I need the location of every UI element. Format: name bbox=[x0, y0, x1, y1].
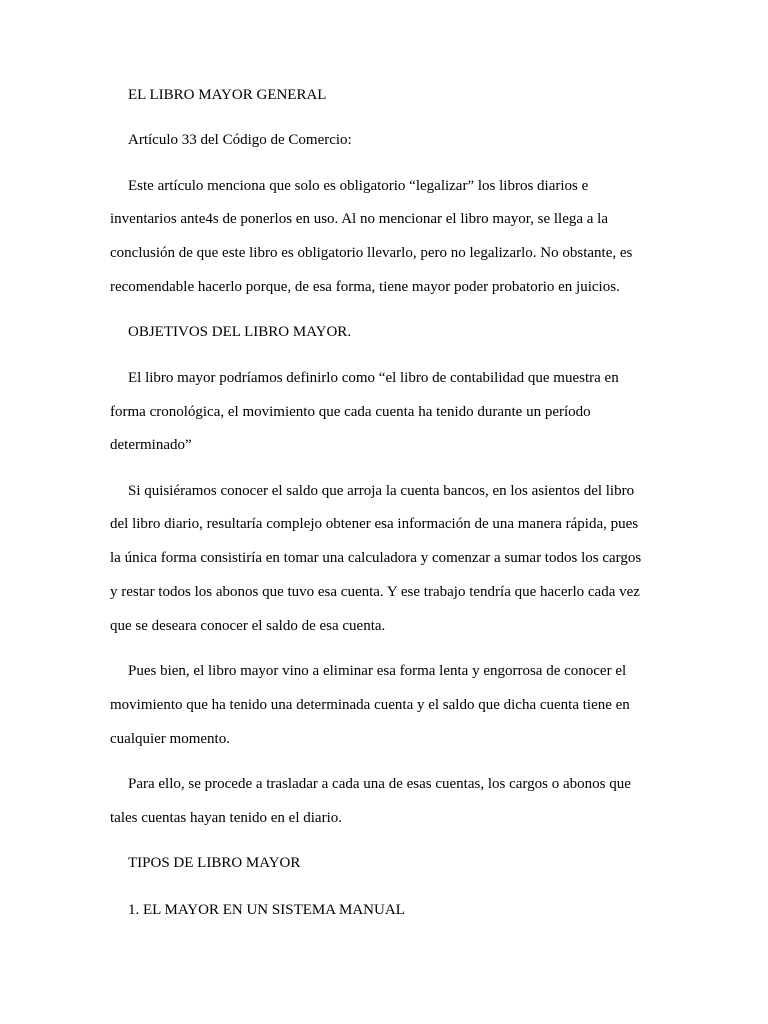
paragraph-3-line-2: del libro diario, resultaría complejo obtener esa información de una manera rápida, pues bbox=[110, 516, 639, 532]
objectives-heading: OBJETIVOS DEL LIBRO MAYOR. bbox=[128, 324, 352, 340]
types-heading: TIPOS DE LIBRO MAYOR bbox=[128, 855, 301, 871]
paragraph-4-line-2: movimiento que ha tenido una determinada cuenta y el saldo que dicha cuenta tiene en bbox=[110, 697, 630, 713]
paragraph-2-line-1: El libro mayor podríamos definirlo como “el libro de contabilidad que muestra en bbox=[128, 370, 619, 386]
paragraph-3-line-1: Si quisiéramos conocer el saldo que arroja la cuenta bancos, en los asientos del libro bbox=[128, 483, 635, 499]
document-title: EL LIBRO MAYOR GENERAL bbox=[128, 87, 327, 103]
paragraph-5-line-1: Para ello, se procede a trasladar a cada una de esas cuentas, los cargos o abonos que bbox=[128, 776, 631, 792]
paragraph-5-line-2: tales cuentas hayan tenido en el diario. bbox=[110, 810, 342, 826]
paragraph-1-line-4: recomendable hacerlo porque, de esa forma, tiene mayor poder probatorio en juicios. bbox=[110, 279, 620, 295]
paragraph-3-line-3: la única forma consistiría en tomar una calculadora y comenzar a sumar todos los cargos bbox=[110, 550, 642, 566]
paragraph-4-line-3: cualquier momento. bbox=[110, 731, 230, 747]
paragraph-1-line-1: Este artículo menciona que solo es obligatorio “legalizar” los libros diarios e bbox=[128, 178, 589, 194]
paragraph-3-line-4: y restar todos los abonos que tuvo esa cuenta. Y ese trabajo tendría que hacerlo cada vez bbox=[110, 584, 640, 600]
paragraph-3-line-5: que se deseara conocer el saldo de esa cuenta. bbox=[110, 618, 386, 634]
manual-system-heading: 1. EL MAYOR EN UN SISTEMA MANUAL bbox=[128, 902, 405, 918]
paragraph-2-line-3: determinado” bbox=[110, 437, 192, 453]
paragraph-1-line-3: conclusión de que este libro es obligatorio llevarlo, pero no legalizarlo. No obstante, es bbox=[110, 245, 633, 261]
paragraph-4-line-1: Pues bien, el libro mayor vino a eliminar esa forma lenta y engorrosa de conocer el bbox=[128, 663, 627, 679]
paragraph-1-line-2: inventarios ante4s de ponerlos en uso. Al no mencionar el libro mayor, se llega a la bbox=[110, 211, 609, 227]
article-heading: Artículo 33 del Código de Comercio: bbox=[128, 132, 352, 148]
paragraph-2-line-2: forma cronológica, el movimiento que cada cuenta ha tenido durante un período bbox=[110, 404, 591, 420]
